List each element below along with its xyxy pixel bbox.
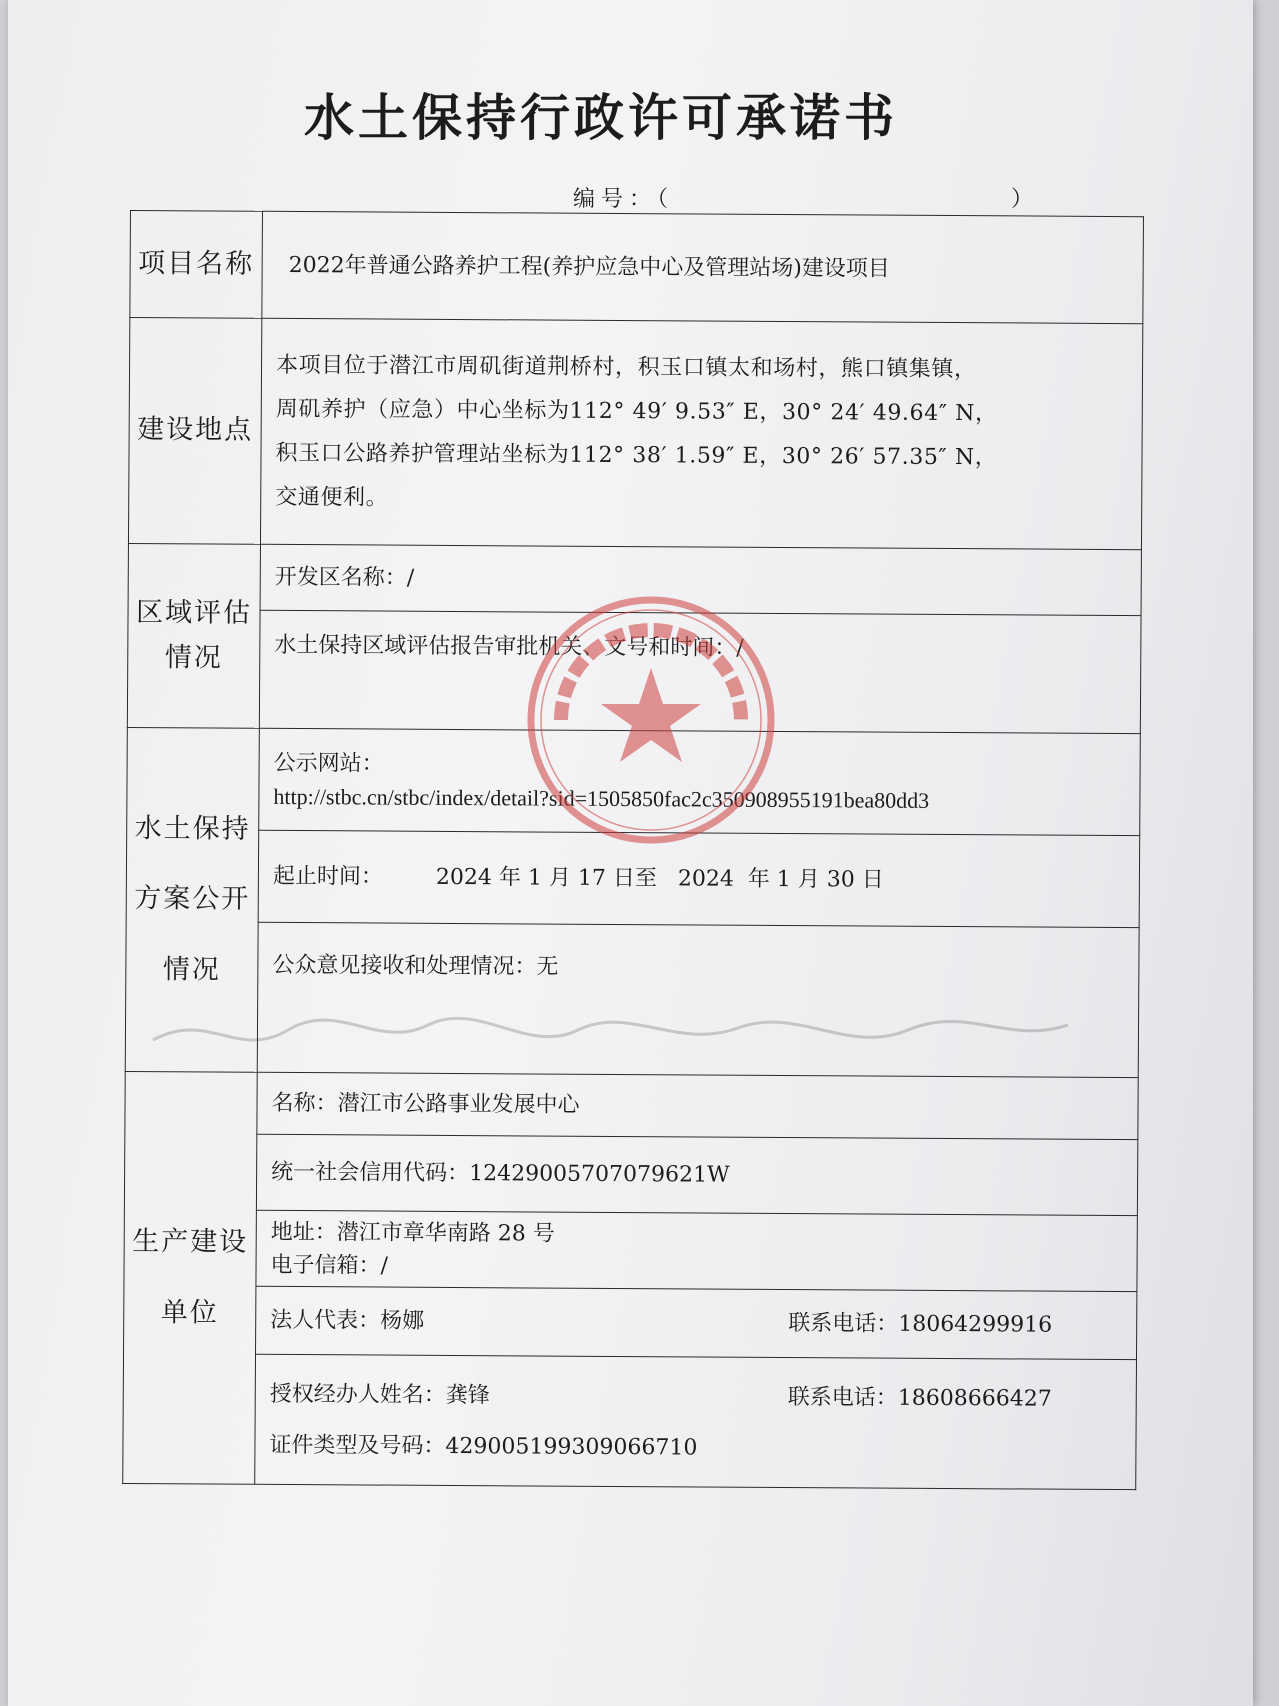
location-line: 交通便利。 bbox=[275, 484, 389, 511]
unit-credit-row bbox=[124, 1133, 1137, 1215]
location-line: 积玉口公路养护管理站坐标为112° 38′ 1.59″ E，30° 26′ 57.35″ N， bbox=[275, 440, 998, 470]
period-value: 2024 年 1 月 17 日至 2024 年 1 月 30 日 bbox=[435, 864, 884, 893]
agent-phone: 联系电话：18608666427 bbox=[787, 1384, 1052, 1412]
project-row bbox=[130, 211, 1144, 324]
project-name: 2022年普通公路养护工程(养护应急中心及管理站场)建设项目 bbox=[262, 211, 1144, 323]
unit-name: 名称：潜江市公路事业发展中心 bbox=[257, 1072, 1138, 1139]
website-cell bbox=[259, 728, 1141, 835]
region-report: 水土保持区域评估报告审批机关、文号和时间：/ bbox=[259, 610, 1141, 733]
location-line: 本项目位于潜江市周矶街道荆桥村，积玉口镇太和场村，熊口镇集镇， bbox=[275, 352, 977, 382]
zone-name: 开发区名称：/ bbox=[260, 544, 1141, 615]
address-cell bbox=[256, 1210, 1137, 1291]
unit-name-row bbox=[125, 1071, 1138, 1139]
unit-agent-row bbox=[123, 1353, 1137, 1489]
commitment-table bbox=[122, 210, 1144, 1490]
region-row bbox=[128, 543, 1141, 615]
publicity-website-row bbox=[127, 727, 1141, 835]
location-text bbox=[260, 318, 1142, 549]
location-label: 建设地点 bbox=[128, 318, 261, 545]
document-title: 水土保持行政许可承诺书 bbox=[304, 89, 898, 147]
unit-label: 生产建设单位 bbox=[123, 1071, 258, 1484]
address: 地址：潜江市章华南路 28 号 bbox=[270, 1219, 555, 1247]
legal-cell bbox=[256, 1286, 1137, 1359]
period-label: 起止时间： bbox=[272, 863, 384, 890]
project-label: 项目名称 bbox=[130, 211, 263, 319]
legal-phone: 联系电话：18064299916 bbox=[788, 1311, 1053, 1338]
location-row bbox=[128, 318, 1142, 550]
location-line: 周矶养护（应急）中心坐标为112° 49′ 9.53″ E，30° 24′ 49.64″ N， bbox=[275, 396, 998, 426]
agent-name: 授权经办人姓名：龚锋 bbox=[269, 1381, 490, 1408]
publicity-label: 水土保持方案公开情况 bbox=[125, 727, 259, 1072]
agent-cell bbox=[255, 1354, 1137, 1489]
publicity-feedback-row bbox=[125, 921, 1139, 1077]
legal-representative: 法人代表：杨娜 bbox=[270, 1307, 425, 1334]
document-page bbox=[8, 0, 1253, 1706]
region-label: 区域评估情况 bbox=[127, 543, 260, 728]
serial-close: ） bbox=[1010, 187, 1033, 212]
id-document: 证件类型及号码：429005199309066710 bbox=[269, 1432, 698, 1460]
website-url[interactable]: http://stbc.cn/stbc/index/detail?sid=1505850fac2c350908955191bea80dd3 bbox=[273, 783, 930, 813]
email: 电子信箱：/ bbox=[270, 1252, 389, 1279]
serial-label: 编号：（ bbox=[573, 187, 675, 212]
period-cell bbox=[258, 830, 1140, 927]
unit-legal-row bbox=[124, 1285, 1137, 1359]
website-label: 公示网站： bbox=[273, 750, 384, 777]
unit-address-row bbox=[124, 1209, 1137, 1291]
feedback: 公众意见接收和处理情况：无 bbox=[257, 922, 1139, 1077]
credit-code: 统一社会信用代码：12429005707079621W bbox=[256, 1134, 1137, 1215]
serial-number bbox=[573, 182, 1033, 213]
publicity-period-row bbox=[126, 829, 1140, 927]
region-report-row bbox=[127, 609, 1141, 733]
